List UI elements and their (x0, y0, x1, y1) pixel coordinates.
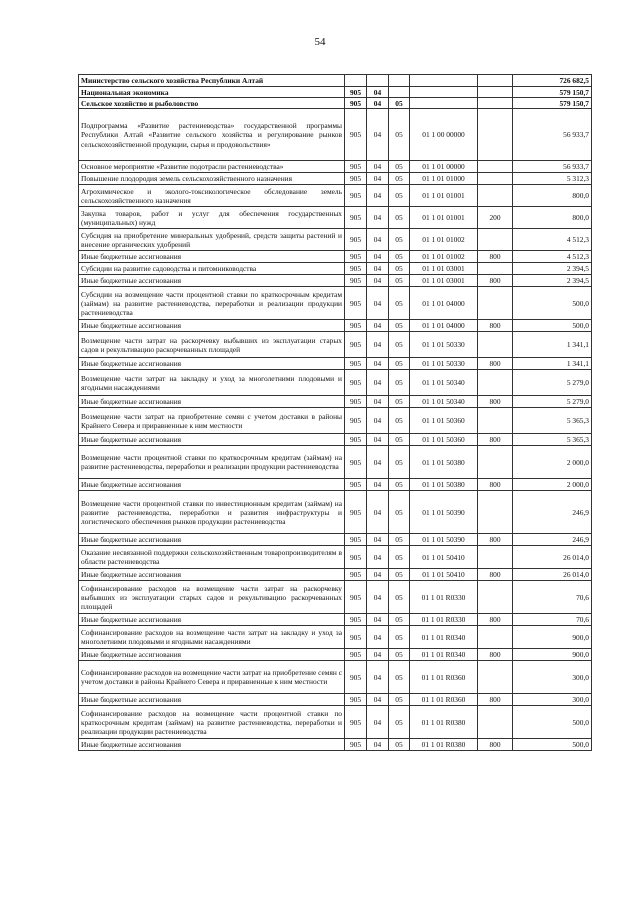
expense-type-cell: 800 (478, 396, 513, 408)
amount-cell: 500,0 (513, 287, 592, 320)
table-row (79, 229, 592, 251)
table-row (79, 649, 592, 661)
section-code-cell: 04 (367, 229, 389, 251)
section-code-cell: 04 (367, 434, 389, 446)
ministry-code-cell: 905 (345, 649, 367, 661)
expense-name-cell: Министерство сельского хозяйства Республики Алтай (79, 75, 345, 87)
table-row (79, 358, 592, 370)
subsection-code-cell: 05 (389, 479, 410, 491)
subsection-code-cell: 05 (389, 207, 410, 229)
expense-name-cell: Софинансирование расходов на возмещение части затрат на приобретение семян с учетом доставки в районы Крайнего Севера и приравненные к ним местности (79, 661, 345, 694)
expense-type-cell (478, 185, 513, 207)
target-article-cell: 01 1 01 01000 (410, 173, 478, 185)
expense-name-cell: Возмещение части затрат на приобретение семян с учетом доставки в районы Крайнего Севера и приравненные к ним местности (79, 408, 345, 434)
section-code-cell: 04 (367, 173, 389, 185)
target-article-cell: 01 1 01 50360 (410, 434, 478, 446)
expense-name-cell: Софинансирование расходов на возмещение части затрат на раскорчевку выбывших из эксплуатации старых садов и рекультивацию раскорчеванных площадей (79, 581, 345, 614)
expense-name-cell: Субсидии на развитие садоводства и питомниководства (79, 263, 345, 275)
amount-cell: 800,0 (513, 207, 592, 229)
target-article-cell (410, 75, 478, 87)
amount-cell: 56 933,7 (513, 109, 592, 161)
amount-cell: 5 365,3 (513, 434, 592, 446)
ministry-code-cell: 905 (345, 98, 367, 109)
subsection-code-cell: 05 (389, 98, 410, 109)
table-row (79, 534, 592, 546)
target-article-cell: 01 1 01 50390 (410, 491, 478, 534)
ministry-code-cell: 905 (345, 534, 367, 546)
section-code-cell: 04 (367, 446, 389, 479)
target-article-cell: 01 1 01 50360 (410, 408, 478, 434)
expense-type-cell (478, 408, 513, 434)
expense-type-cell: 800 (478, 614, 513, 626)
ministry-code-cell: 905 (345, 479, 367, 491)
table-row (79, 569, 592, 581)
expense-name-cell: Иные бюджетные ассигнования (79, 614, 345, 626)
ministry-code-cell: 905 (345, 706, 367, 739)
target-article-cell: 01 1 01 50330 (410, 332, 478, 358)
section-code-cell: 04 (367, 491, 389, 534)
expense-type-cell: 200 (478, 207, 513, 229)
expense-type-cell (478, 287, 513, 320)
amount-cell: 579 150,7 (513, 87, 592, 98)
section-code-cell: 04 (367, 320, 389, 332)
table-row (79, 661, 592, 694)
expense-type-cell: 800 (478, 434, 513, 446)
section-code-cell: 04 (367, 358, 389, 370)
ministry-code-cell: 905 (345, 661, 367, 694)
table-row (79, 370, 592, 396)
amount-cell: 5 365,3 (513, 408, 592, 434)
expense-name-cell: Субсидии на возмещение части процентной ставки по краткосрочным кредитам (займам) на развитие растениеводства, переработки и реализации продукции растениеводства (79, 287, 345, 320)
ministry-code-cell: 905 (345, 229, 367, 251)
subsection-code-cell: 05 (389, 332, 410, 358)
amount-cell: 500,0 (513, 320, 592, 332)
table-row (79, 287, 592, 320)
amount-cell: 246,9 (513, 534, 592, 546)
subsection-code-cell: 05 (389, 569, 410, 581)
target-article-cell (410, 87, 478, 98)
ministry-code-cell: 905 (345, 287, 367, 320)
table-row (79, 332, 592, 358)
ministry-code-cell: 905 (345, 161, 367, 173)
subsection-code-cell: 05 (389, 287, 410, 320)
expense-type-cell: 800 (478, 739, 513, 751)
expense-type-cell: 800 (478, 275, 513, 287)
amount-cell: 579 150,7 (513, 98, 592, 109)
amount-cell: 26 014,0 (513, 546, 592, 569)
amount-cell: 900,0 (513, 649, 592, 661)
ministry-code-cell: 905 (345, 370, 367, 396)
table-row (79, 173, 592, 185)
expense-name-cell: Иные бюджетные ассигнования (79, 251, 345, 263)
ministry-code-cell (345, 75, 367, 87)
table-row (79, 706, 592, 739)
ministry-code-cell: 905 (345, 173, 367, 185)
section-code-cell: 04 (367, 649, 389, 661)
expense-type-cell (478, 109, 513, 161)
subsection-code-cell: 05 (389, 408, 410, 434)
amount-cell: 246,9 (513, 491, 592, 534)
subsection-code-cell: 05 (389, 739, 410, 751)
section-code-cell: 04 (367, 263, 389, 275)
table-row (79, 739, 592, 751)
amount-cell: 70,6 (513, 614, 592, 626)
section-code-cell: 04 (367, 109, 389, 161)
expense-type-cell: 800 (478, 479, 513, 491)
section-code-cell: 04 (367, 626, 389, 649)
target-article-cell: 01 1 01 00000 (410, 161, 478, 173)
expense-type-cell (478, 75, 513, 87)
target-article-cell: 01 1 00 00000 (410, 109, 478, 161)
amount-cell: 2 394,5 (513, 263, 592, 275)
table-row (79, 98, 592, 109)
subsection-code-cell (389, 87, 410, 98)
table-row (79, 263, 592, 275)
expense-name-cell: Повышение плодородия земель сельскохозяйственного назначения (79, 173, 345, 185)
subsection-code-cell: 05 (389, 358, 410, 370)
ministry-code-cell: 905 (345, 614, 367, 626)
expense-type-cell (478, 706, 513, 739)
subsection-code-cell: 05 (389, 263, 410, 275)
section-code-cell: 04 (367, 694, 389, 706)
section-code-cell: 04 (367, 332, 389, 358)
section-code-cell: 04 (367, 207, 389, 229)
table-row (79, 434, 592, 446)
section-code-cell: 04 (367, 739, 389, 751)
target-article-cell: 01 1 01 50380 (410, 446, 478, 479)
expense-type-cell (478, 332, 513, 358)
section-code-cell: 04 (367, 275, 389, 287)
section-code-cell: 04 (367, 534, 389, 546)
ministry-code-cell: 905 (345, 569, 367, 581)
amount-cell: 500,0 (513, 706, 592, 739)
subsection-code-cell: 05 (389, 694, 410, 706)
target-article-cell: 01 1 01 R0360 (410, 661, 478, 694)
table-row (79, 446, 592, 479)
table-row (79, 185, 592, 207)
budget-table (78, 74, 592, 751)
table-row (79, 479, 592, 491)
amount-cell: 1 341,1 (513, 358, 592, 370)
amount-cell: 2 000,0 (513, 479, 592, 491)
target-article-cell (410, 98, 478, 109)
amount-cell: 726 682,5 (513, 75, 592, 87)
expense-name-cell: Иные бюджетные ассигнования (79, 320, 345, 332)
table-row (79, 109, 592, 161)
target-article-cell: 01 1 01 01002 (410, 251, 478, 263)
section-code-cell: 04 (367, 479, 389, 491)
amount-cell: 4 512,3 (513, 229, 592, 251)
section-code-cell: 04 (367, 98, 389, 109)
section-code-cell: 04 (367, 287, 389, 320)
expense-name-cell: Сельское хозяйство и рыболовство (79, 98, 345, 109)
amount-cell: 2 000,0 (513, 446, 592, 479)
subsection-code-cell: 05 (389, 626, 410, 649)
target-article-cell: 01 1 01 R0360 (410, 694, 478, 706)
target-article-cell: 01 1 01 50410 (410, 546, 478, 569)
section-code-cell: 04 (367, 581, 389, 614)
amount-cell: 900,0 (513, 626, 592, 649)
expense-name-cell: Иные бюджетные ассигнования (79, 569, 345, 581)
target-article-cell: 01 1 01 50410 (410, 569, 478, 581)
expense-name-cell: Основное мероприятие «Развитие подотрасли растениеводства» (79, 161, 345, 173)
target-article-cell: 01 1 01 50390 (410, 534, 478, 546)
table-row (79, 626, 592, 649)
amount-cell: 300,0 (513, 694, 592, 706)
expense-name-cell: Иные бюджетные ассигнования (79, 649, 345, 661)
ministry-code-cell: 905 (345, 739, 367, 751)
target-article-cell: 01 1 01 R0340 (410, 626, 478, 649)
subsection-code-cell: 05 (389, 229, 410, 251)
subsection-code-cell: 05 (389, 251, 410, 263)
ministry-code-cell: 905 (345, 408, 367, 434)
table-row (79, 207, 592, 229)
target-article-cell: 01 1 01 04000 (410, 287, 478, 320)
table-row (79, 491, 592, 534)
subsection-code-cell: 05 (389, 534, 410, 546)
subsection-code-cell: 05 (389, 320, 410, 332)
table-row (79, 694, 592, 706)
target-article-cell: 01 1 01 R0380 (410, 739, 478, 751)
amount-cell: 1 341,1 (513, 332, 592, 358)
subsection-code-cell: 05 (389, 396, 410, 408)
subsection-code-cell: 05 (389, 706, 410, 739)
ministry-code-cell: 905 (345, 694, 367, 706)
amount-cell: 500,0 (513, 739, 592, 751)
amount-cell: 300,0 (513, 661, 592, 694)
amount-cell: 5 312,3 (513, 173, 592, 185)
section-code-cell: 04 (367, 661, 389, 694)
expense-type-cell (478, 446, 513, 479)
ministry-code-cell: 905 (345, 446, 367, 479)
subsection-code-cell: 05 (389, 370, 410, 396)
section-code-cell: 04 (367, 87, 389, 98)
target-article-cell: 01 1 01 50340 (410, 396, 478, 408)
expense-type-cell (478, 661, 513, 694)
table-row (79, 275, 592, 287)
table-row (79, 87, 592, 98)
expense-type-cell (478, 370, 513, 396)
table-row (79, 614, 592, 626)
expense-type-cell (478, 161, 513, 173)
section-code-cell: 04 (367, 161, 389, 173)
target-article-cell: 01 1 01 R0380 (410, 706, 478, 739)
table-row (79, 581, 592, 614)
expense-type-cell (478, 173, 513, 185)
section-code-cell: 04 (367, 706, 389, 739)
expense-type-cell: 800 (478, 251, 513, 263)
table-row (79, 75, 592, 87)
target-article-cell: 01 1 01 50380 (410, 479, 478, 491)
amount-cell: 2 394,5 (513, 275, 592, 287)
subsection-code-cell: 05 (389, 581, 410, 614)
table-row (79, 251, 592, 263)
target-article-cell: 01 1 01 R0330 (410, 581, 478, 614)
subsection-code-cell: 05 (389, 661, 410, 694)
expense-type-cell (478, 626, 513, 649)
expense-name-cell: Иные бюджетные ассигнования (79, 358, 345, 370)
table-row (79, 161, 592, 173)
expense-type-cell: 800 (478, 320, 513, 332)
amount-cell: 70,6 (513, 581, 592, 614)
target-article-cell: 01 1 01 03001 (410, 275, 478, 287)
table-row (79, 320, 592, 332)
expense-type-cell: 800 (478, 569, 513, 581)
target-article-cell: 01 1 01 01002 (410, 229, 478, 251)
amount-cell: 800,0 (513, 185, 592, 207)
ministry-code-cell: 905 (345, 320, 367, 332)
subsection-code-cell: 05 (389, 434, 410, 446)
subsection-code-cell: 05 (389, 109, 410, 161)
ministry-code-cell: 905 (345, 546, 367, 569)
expense-name-cell: Софинансирование расходов на возмещение части процентной ставки по краткосрочным кредитам (займам) на развитие растениеводства, переработки и реализации продукции растениеводства (79, 706, 345, 739)
expense-name-cell: Иные бюджетные ассигнования (79, 479, 345, 491)
section-code-cell: 04 (367, 408, 389, 434)
ministry-code-cell: 905 (345, 332, 367, 358)
ministry-code-cell: 905 (345, 626, 367, 649)
section-code-cell: 04 (367, 185, 389, 207)
expense-name-cell: Оказание несвязанной поддержки сельскохозяйственным товаропроизводителям в области растениеводства (79, 546, 345, 569)
section-code-cell: 04 (367, 370, 389, 396)
ministry-code-cell: 905 (345, 358, 367, 370)
section-code-cell: 04 (367, 614, 389, 626)
expense-type-cell: 800 (478, 358, 513, 370)
expense-type-cell (478, 581, 513, 614)
expense-name-cell: Иные бюджетные ассигнования (79, 739, 345, 751)
subsection-code-cell: 05 (389, 614, 410, 626)
ministry-code-cell: 905 (345, 251, 367, 263)
expense-name-cell: Субсидия на приобретение минеральных удобрений, средств защиты растений и внесение органических удобрений (79, 229, 345, 251)
table-row (79, 546, 592, 569)
ministry-code-cell: 905 (345, 109, 367, 161)
target-article-cell: 01 1 01 R0330 (410, 614, 478, 626)
target-article-cell: 01 1 01 03001 (410, 263, 478, 275)
subsection-code-cell: 05 (389, 649, 410, 661)
section-code-cell: 04 (367, 569, 389, 581)
expense-type-cell: 800 (478, 534, 513, 546)
expense-name-cell: Закупка товаров, работ и услуг для обеспечения государственных (муниципальных) нужд (79, 207, 345, 229)
amount-cell: 5 279,0 (513, 370, 592, 396)
expense-name-cell: Софинансирование расходов на возмещение части затрат на закладку и уход за многолетними плодовыми и ягодными насаждениями (79, 626, 345, 649)
amount-cell: 26 014,0 (513, 569, 592, 581)
page-number: 54 (314, 36, 326, 48)
expense-name-cell: Иные бюджетные ассигнования (79, 275, 345, 287)
ministry-code-cell: 905 (345, 263, 367, 275)
table-row (79, 396, 592, 408)
ministry-code-cell: 905 (345, 87, 367, 98)
expense-name-cell: Национальная экономика (79, 87, 345, 98)
expense-name-cell: Возмещение части затрат на закладку и уход за многолетними плодовыми и ягодными насаждениями (79, 370, 345, 396)
subsection-code-cell (389, 75, 410, 87)
expense-name-cell: Иные бюджетные ассигнования (79, 434, 345, 446)
expense-name-cell: Возмещение части процентной ставки по инвестиционным кредитам (займам) на развитие растениеводства, переработки и развития инфраструктуры и логистического обеспечения рынков продукции растениеводства (79, 491, 345, 534)
ministry-code-cell: 905 (345, 396, 367, 408)
section-code-cell: 04 (367, 546, 389, 569)
subsection-code-cell: 05 (389, 546, 410, 569)
ministry-code-cell: 905 (345, 275, 367, 287)
amount-cell: 5 279,0 (513, 396, 592, 408)
expense-type-cell (478, 546, 513, 569)
target-article-cell: 01 1 01 01001 (410, 185, 478, 207)
expense-name-cell: Возмещение части затрат на раскорчевку выбывших из эксплуатации старых садов и рекультивацию раскорчеванных площадей (79, 332, 345, 358)
expense-type-cell (478, 229, 513, 251)
expense-type-cell (478, 98, 513, 109)
amount-cell: 56 933,7 (513, 161, 592, 173)
expense-type-cell (478, 87, 513, 98)
ministry-code-cell: 905 (345, 491, 367, 534)
section-code-cell (367, 75, 389, 87)
expense-name-cell: Подпрограмма «Развитие растениеводства» государственной программы Республики Алтай «Развитие сельского хозяйства и регулирование рынков сельскохозяйственной продукции, сырья и продовольствия» (79, 109, 345, 161)
target-article-cell: 01 1 01 50330 (410, 358, 478, 370)
subsection-code-cell: 05 (389, 446, 410, 479)
subsection-code-cell: 05 (389, 173, 410, 185)
expense-type-cell: 800 (478, 649, 513, 661)
target-article-cell: 01 1 01 01001 (410, 207, 478, 229)
table-row (79, 408, 592, 434)
ministry-code-cell: 905 (345, 185, 367, 207)
target-article-cell: 01 1 01 04000 (410, 320, 478, 332)
subsection-code-cell: 05 (389, 161, 410, 173)
expense-name-cell: Иные бюджетные ассигнования (79, 534, 345, 546)
expense-name-cell: Иные бюджетные ассигнования (79, 694, 345, 706)
expense-type-cell: 800 (478, 694, 513, 706)
expense-type-cell (478, 491, 513, 534)
ministry-code-cell: 905 (345, 434, 367, 446)
subsection-code-cell: 05 (389, 491, 410, 534)
section-code-cell: 04 (367, 251, 389, 263)
expense-type-cell (478, 263, 513, 275)
target-article-cell: 01 1 01 R0340 (410, 649, 478, 661)
amount-cell: 4 512,3 (513, 251, 592, 263)
subsection-code-cell: 05 (389, 275, 410, 287)
section-code-cell: 04 (367, 396, 389, 408)
ministry-code-cell: 905 (345, 581, 367, 614)
expense-name-cell: Возмещение части процентной ставки по краткосрочным кредитам (займам) на развитие растениеводства, переработки и реализации продукции растениеводства (79, 446, 345, 479)
expense-name-cell: Агрохимическое и эколого-токсикологическое обследование земель сельскохозяйственного назначения (79, 185, 345, 207)
expense-name-cell: Иные бюджетные ассигнования (79, 396, 345, 408)
subsection-code-cell: 05 (389, 185, 410, 207)
target-article-cell: 01 1 01 50340 (410, 370, 478, 396)
ministry-code-cell: 905 (345, 207, 367, 229)
